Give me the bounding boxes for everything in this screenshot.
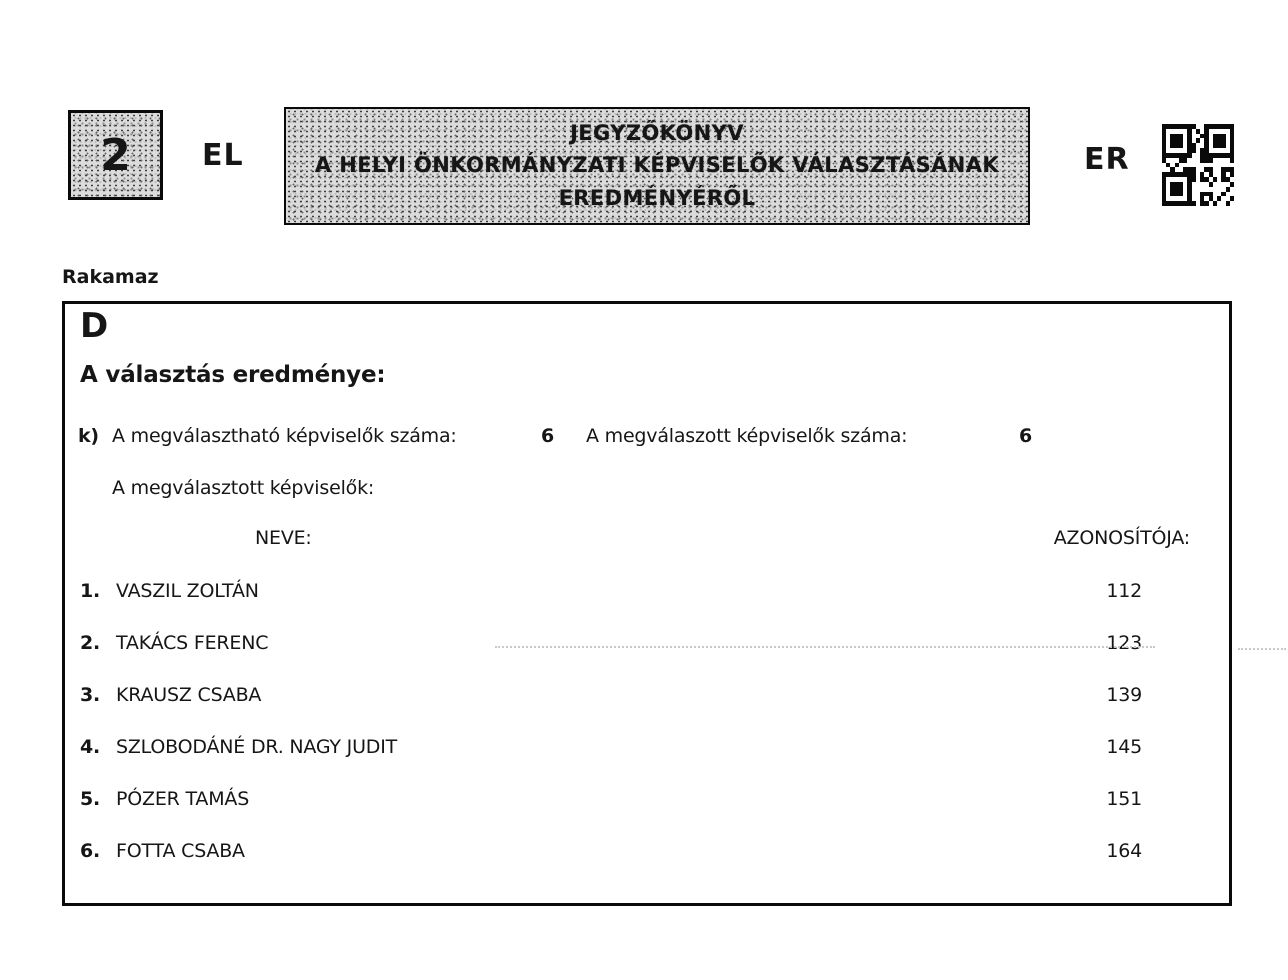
row-id: 139	[1106, 684, 1142, 706]
row-name: FOTTA CSABA	[116, 840, 245, 862]
qr-code-icon	[1162, 124, 1234, 206]
row-rank: 4.	[80, 736, 101, 758]
form-number: 2	[100, 129, 131, 181]
row-rank: 6.	[80, 840, 101, 862]
row-rank: 2.	[80, 632, 101, 654]
title-line-2: A HELYI ÖNKORMÁNYZATI KÉPVISELŐK VÁLASZTÁSÁNAK	[314, 153, 1000, 178]
title-line-1: JEGYZŐKÖNYV	[570, 121, 744, 146]
municipality-name: Rakamaz	[62, 266, 159, 288]
table-row	[0, 580, 1288, 606]
elected-representatives-subheading: A megválasztott képviselők:	[112, 477, 375, 499]
document-title-box	[284, 107, 1030, 225]
scan-artifact-line	[1238, 648, 1286, 650]
table-row	[0, 788, 1288, 814]
row-name: TAKÁCS FERENC	[116, 632, 269, 654]
item-label: k)	[78, 425, 99, 447]
scan-artifact-line	[495, 646, 1155, 648]
form-number-box	[68, 110, 163, 200]
table-row	[0, 736, 1288, 762]
row-name: SZLOBODÁNÉ DR. NAGY JUDIT	[116, 736, 398, 758]
section-heading: A választás eredménye:	[80, 362, 386, 388]
table-row	[0, 632, 1288, 658]
section-letter: D	[80, 306, 109, 346]
table-row	[0, 684, 1288, 710]
er-code-label: ER	[1084, 142, 1130, 177]
el-code-label: EL	[202, 138, 244, 173]
row-name: KRAUSZ CSABA	[116, 684, 262, 706]
table-row	[0, 840, 1288, 866]
row-id: 145	[1106, 736, 1142, 758]
row-rank: 1.	[80, 580, 101, 602]
row-id: 123	[1106, 632, 1142, 654]
row-name: PÓZER TAMÁS	[116, 788, 250, 810]
row-rank: 5.	[80, 788, 101, 810]
row-name: VASZIL ZOLTÁN	[116, 580, 259, 602]
id-column-header: AZONOSÍTÓJA:	[1053, 527, 1190, 549]
name-column-header: NEVE:	[255, 527, 312, 549]
electable-representatives-value: 6	[541, 425, 555, 447]
row-rank: 3.	[80, 684, 101, 706]
elected-representatives-value: 6	[1019, 425, 1033, 447]
electable-representatives-label: A megválasztható képviselők száma:	[112, 425, 457, 447]
title-line-3: EREDMÉNYÉRŐL	[558, 185, 756, 210]
row-id: 112	[1106, 580, 1142, 602]
row-id: 164	[1106, 840, 1142, 862]
elected-representatives-label: A megválaszott képviselők száma:	[586, 425, 908, 447]
row-id: 151	[1106, 788, 1142, 810]
